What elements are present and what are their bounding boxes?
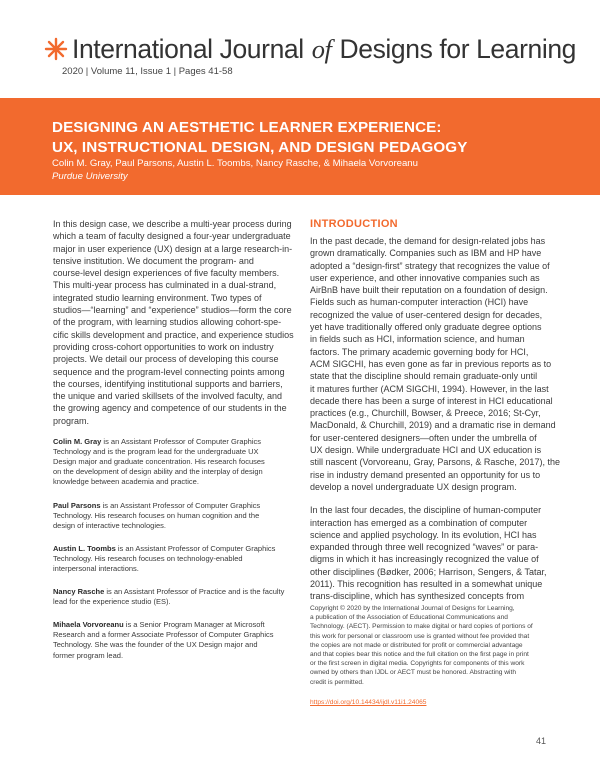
intro-paragraph [310, 235, 560, 493]
body-line: in fields such as HCI, information science, and human [310, 334, 525, 345]
page-number: 41 [536, 736, 547, 746]
body-line: MacDonald, & Churchill, 2019) and a dramatic rise in demand [310, 420, 556, 431]
issue-info: 2020 | Volume 11, Issue 1 | Pages 41-58 [62, 66, 233, 77]
abstract-line: studios—“learning” and “experience” studios—form the core [53, 305, 292, 316]
abstract-line: This multi-year process has culminated in a dual-strand, [53, 280, 277, 291]
author-bio [53, 501, 290, 531]
body-line: it matures further (ACM SIGCHI, 1994). However, in the last [310, 383, 549, 394]
author-bio [53, 437, 290, 487]
journal-title-prefix: International Journal [72, 34, 311, 64]
bio-line: Technology. She was the founder of the UX Design major and [53, 640, 258, 650]
left-column [53, 218, 294, 661]
copyright-line: credit is permitted. [310, 678, 364, 686]
abstract-line: the courses, identifying institutional supports and barriers, [53, 378, 283, 389]
journal-title-of: of [311, 34, 332, 64]
author-bio [53, 587, 290, 607]
bio-line: Technology and is the program lead for the undergraduate UX [53, 447, 259, 457]
abstract-line: projects. We detail our process of developing this course [53, 354, 279, 365]
copyright-line: owned by others than IJDL or AECT must be honored. Abstracting with [310, 669, 516, 677]
body-line: still nascent (Vorvoreanu, Gray, Parsons, & Rasche, 2017), the [310, 457, 560, 468]
body-line: factors. The primary academic governing body for HCI, [310, 346, 529, 357]
body-line: interaction has emerged as a combination of computer [310, 517, 528, 528]
bio-line [53, 620, 290, 630]
abstract-line: the growing agency and competence of our students in the [53, 403, 287, 414]
copyright-line: the copies are not made or distributed for profit or commercial advantage [310, 641, 523, 649]
bio-text: is a Senior Program Manager at Microsoft [123, 620, 265, 630]
abstract [53, 218, 294, 427]
bio-line: Technology. His research focuses on technology-enabled [53, 553, 243, 563]
bio-author-name: Mihaela Vorvoreanu [53, 620, 124, 630]
body-line: adopted a “design-first” strategy that recognizes the value of [310, 260, 550, 271]
copyright-line: Copyright © 2020 by the International Journal of Designs for Learning, [310, 605, 515, 612]
starburst-logo-icon [42, 35, 70, 63]
body-line: other disciplines (Bødker, 2006; Harrison, Sengers, & Tatar, [310, 566, 547, 577]
doi-link[interactable]: https://doi.org/10.14434/ijdl.v11i1.24065 [310, 699, 427, 706]
body-line: practices (e.g., Churchill, Bowser, & Preece, 2016; St-Cyr, [310, 408, 541, 419]
body-line: ACM SIGCHI, has even gone as far in previous reports as to [310, 358, 552, 369]
bio-line [53, 544, 290, 554]
author-bios [53, 437, 290, 661]
bio-line [53, 437, 290, 447]
body-line: Fields such as human-computer interaction (HCI) have [310, 297, 529, 308]
body-line: decade there has been a surge of interest in HCI educational [310, 395, 553, 406]
body-line: recognized the value of user-centered design for decades, [310, 309, 543, 320]
abstract-line: cific skills development and practice, and experience studios [53, 329, 294, 340]
bio-text: is an Assistant Professor of Computer Graphics [101, 437, 261, 447]
copyright-line: and that copies bear this notice and the full citation on the first page in print [310, 651, 529, 659]
bio-line: Design major and graduate concentration. His research focuses [53, 457, 265, 467]
copyright-line: a publication of the Association of Educational Communications and [310, 614, 508, 622]
body-line: rise in industry demand presented an opportunity for us to [310, 469, 541, 480]
body-line: state that the discipline should remain graduate-only until [310, 371, 538, 382]
paper-title [52, 118, 572, 158]
abstract-line: major in user experience (UX) design at a large research-in- [53, 243, 293, 254]
affiliation: Purdue University [52, 171, 128, 182]
body-line: digms in which it has increasingly recognized the value of [310, 554, 539, 565]
author-list: Colin M. Gray, Paul Parsons, Austin L. Toombs, Nancy Rasche, & Mihaela Vorvoreanu [52, 158, 418, 169]
bio-text: is an Assistant Professor of Computer Graphics [100, 500, 261, 510]
copyright-line: Technology. (AECT). Permission to make digital or hard copies of portions of [310, 623, 533, 631]
body-line: In the past decade, the demand for design-related jobs has [310, 236, 546, 246]
bio-line: knowledge between academia and practice. [53, 477, 199, 487]
abstract-line: providing cross-cohort opportunities to work on industry [53, 341, 274, 352]
body-line: trans-discipline, which has synthesized concepts from [310, 591, 525, 602]
bio-author-name: Paul Parsons [53, 500, 101, 510]
body-line: develop a novel undergraduate UX design program. [310, 481, 517, 492]
author-bio [53, 620, 290, 660]
copyright-line: or the first screen in digital media. Copyrights for components of this work [310, 660, 525, 668]
body-line: expanded through three well recognized “waves” or para- [310, 542, 539, 553]
bio-line: Research and a former Associate Professor of Computer Graphics [53, 630, 274, 640]
body-line: yet have traditionally offered only graduate degree options [310, 322, 542, 333]
bio-line: design of interactive technologies. [53, 520, 166, 530]
abstract-line: course-level design experiences of five faculty members. [53, 268, 280, 279]
abstract-line: program. [53, 415, 90, 426]
intro-paragraph [310, 504, 556, 602]
abstract-line: the unique and varied skillsets of the involved faculty, and [53, 391, 282, 402]
bio-line: interpersonal interactions. [53, 563, 139, 573]
bio-line: former program lead. [53, 650, 124, 660]
body-line: AirBnB have built their reputation on a foundation of design. [310, 285, 548, 296]
section-heading-introduction: INTRODUCTION [310, 218, 398, 230]
bio-text: is an Assistant Professor of Computer Graphics [115, 543, 276, 553]
body-line: science and applied psychology. In its evolution, HCI has [310, 529, 537, 540]
bio-line: on the development of design ability and the interplay of design [53, 467, 263, 477]
body-line: for user-centered designers—often under the umbrella of [310, 432, 537, 443]
journal-title [42, 34, 577, 64]
bio-author-name: Austin L. Toombs [53, 543, 116, 553]
paper-title-line: UX, INSTRUCTIONAL DESIGN, AND DESIGN PEDAGOGY [52, 139, 468, 156]
copyright-notice [310, 604, 556, 687]
body-line: 2011). This recognition has resulted in a somewhat unique [310, 579, 543, 590]
copyright-line: this work for personal or classroom use is granted without fee provided that [310, 632, 530, 640]
journal-title-suffix: Designs for Learning [332, 34, 577, 64]
abstract-line: sequence and the program-level connecting points among [53, 366, 285, 377]
bio-author-name: Nancy Rasche [53, 587, 105, 597]
bio-line [53, 587, 290, 597]
abstract-line: of the program, with learning studios allowing cohort-spe- [53, 317, 282, 328]
body-line: UX design. While undergraduate HCI and UX education is [310, 445, 542, 456]
paper-title-line: DESIGNING AN AESTHETIC LEARNER EXPERIENCE: [52, 119, 442, 136]
abstract-line: integrated studio learning environment. Two types of [53, 292, 262, 303]
abstract-line: which a team of faculty designed a four-year undergraduate [53, 231, 291, 242]
abstract-line: tensive institution. We document the program- and [53, 255, 254, 266]
bio-line: lead for the experience studio (ES). [53, 597, 171, 607]
bio-text: is an Assistant Professor of Practice and is the faculty [104, 587, 285, 597]
bio-author-name: Colin M. Gray [53, 437, 102, 447]
body-line: user experience, and other innovative companies such as [310, 272, 540, 283]
body-line: grown dramatically. Companies such as IBM and HP have [310, 248, 542, 259]
abstract-line: In this design case, we describe a multi-year process during [53, 219, 292, 229]
author-bio [53, 544, 290, 574]
bio-line [53, 501, 290, 511]
body-line: In the last four decades, the discipline of human-computer [310, 505, 542, 516]
journal-header [42, 34, 577, 64]
right-column [310, 218, 560, 603]
bio-line: Technology. His research focuses on human cognition and the [53, 510, 260, 520]
